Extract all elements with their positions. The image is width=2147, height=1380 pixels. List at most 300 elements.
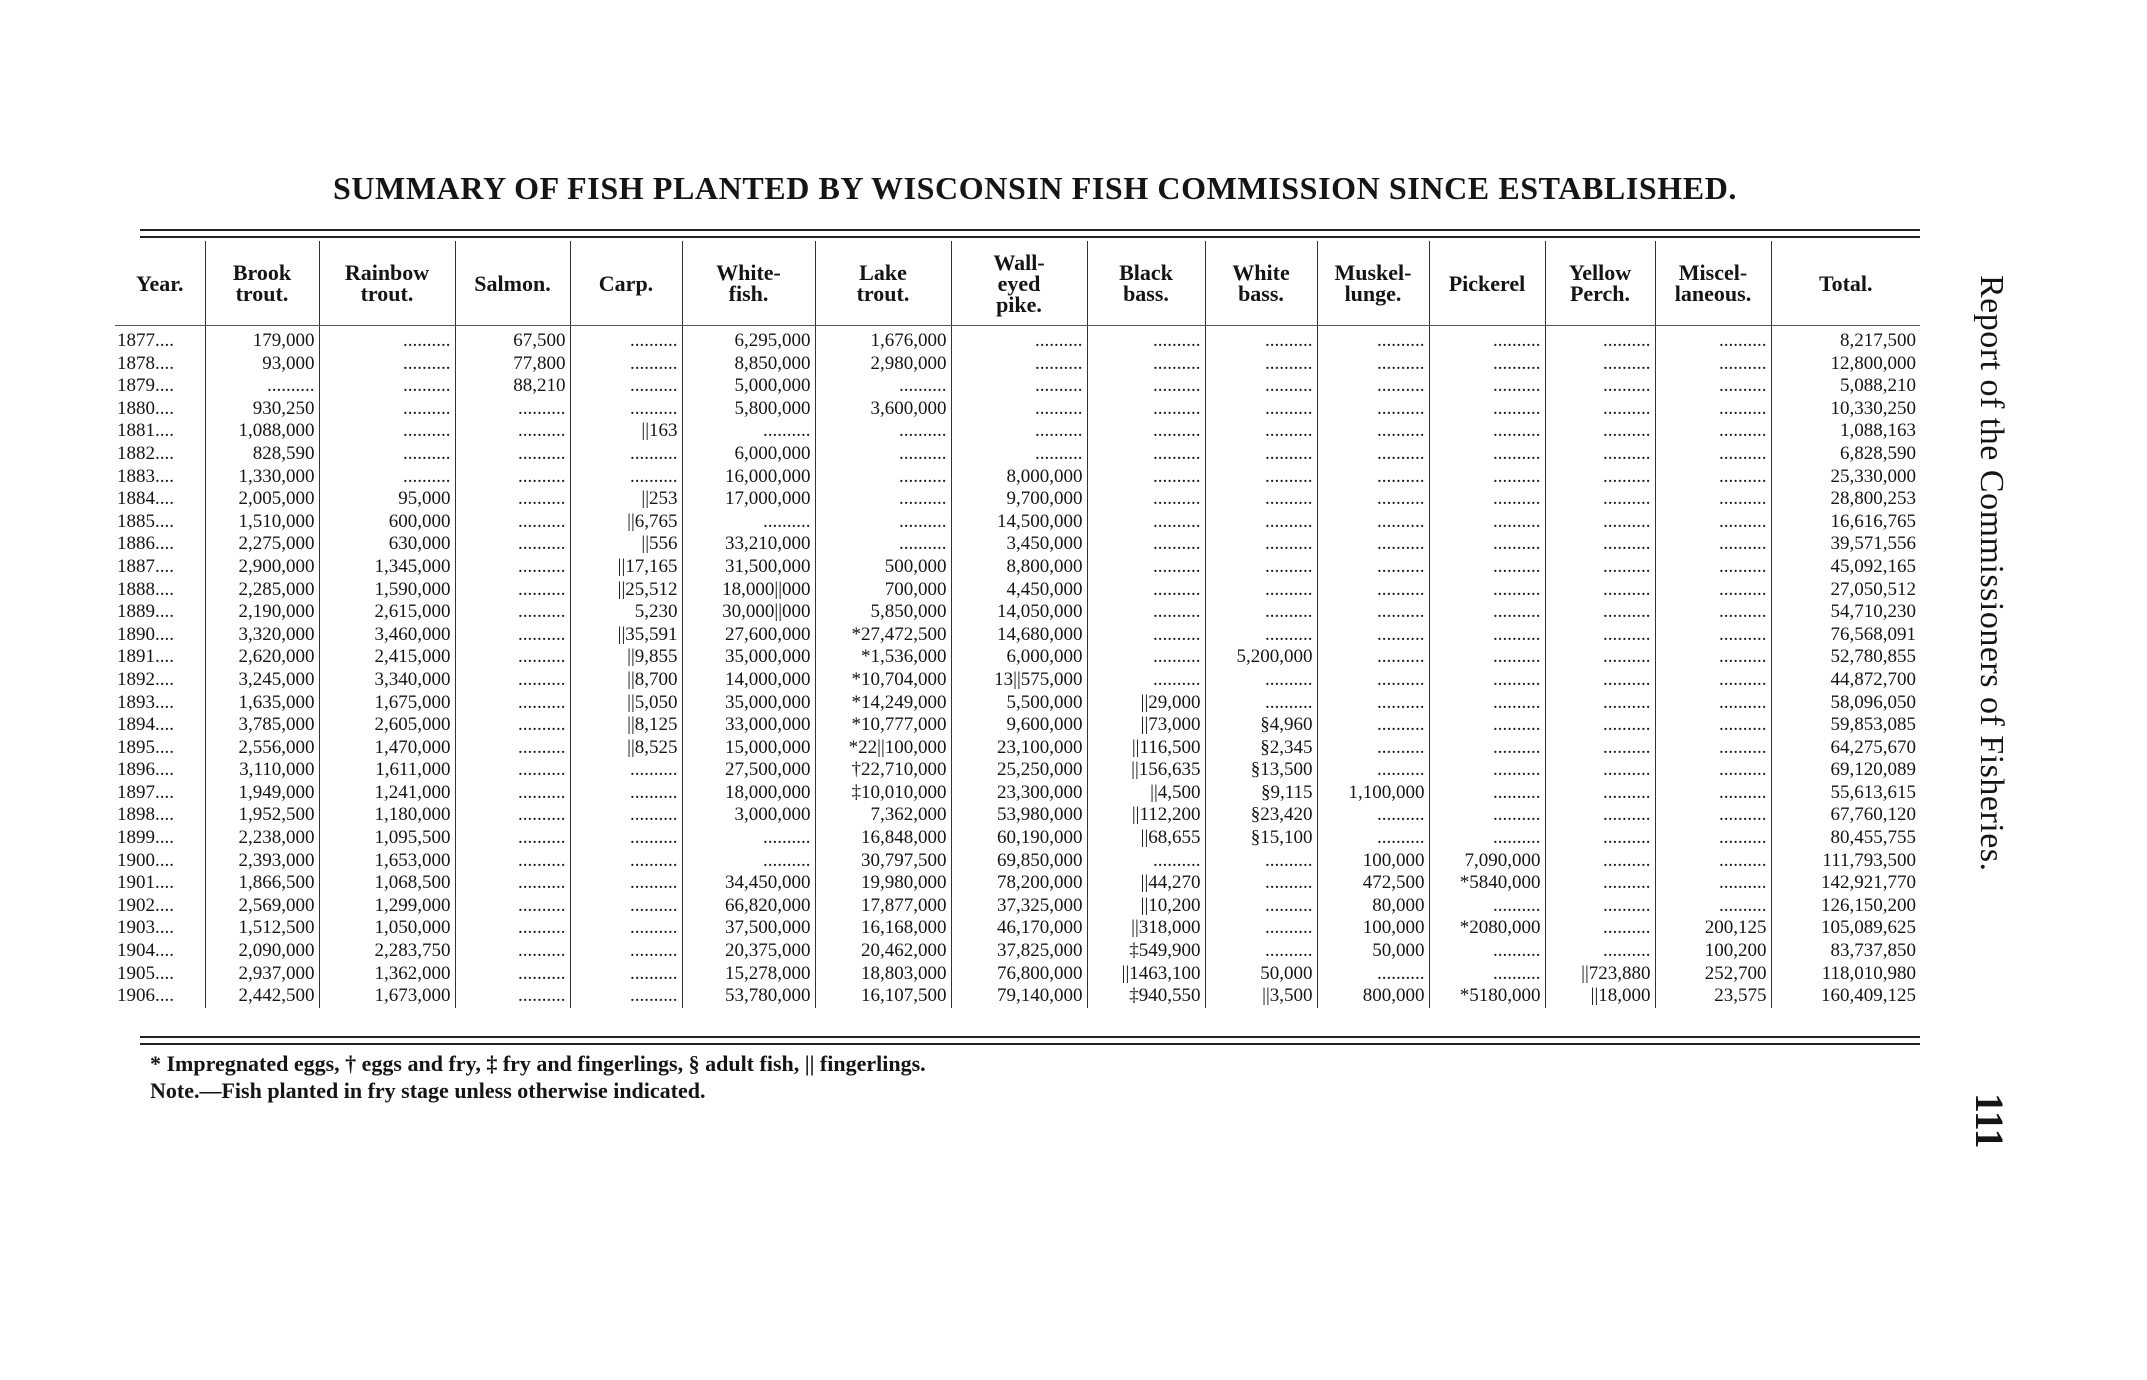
table-cell: 1,676,000 [815, 326, 951, 353]
table-cell: 5,230 [570, 601, 682, 624]
table-cell: .......... [1429, 940, 1545, 963]
table-cell: .......... [319, 375, 455, 398]
table-cell: .......... [682, 827, 815, 850]
table-cell: ||10,200 [1087, 895, 1205, 918]
table-cell: ||8,125 [570, 714, 682, 737]
table-cell: ‡10,010,000 [815, 782, 951, 805]
table-cell: .......... [1655, 601, 1771, 624]
column-header [319, 241, 455, 326]
table-cell: .......... [570, 443, 682, 466]
total-cell: 52,780,855 [1771, 646, 1920, 669]
table-cell: .......... [1545, 804, 1655, 827]
table-cell: 2,620,000 [205, 646, 319, 669]
table-cell: 500,000 [815, 556, 951, 579]
table-cell: .......... [319, 326, 455, 353]
table-cell: 14,500,000 [951, 511, 1087, 534]
table-cell: .......... [1429, 669, 1545, 692]
table-cell: .......... [455, 985, 570, 1008]
table-cell: 30,000||000 [682, 601, 815, 624]
table-cell: 23,575 [1655, 985, 1771, 1008]
column-header-line: Year. [136, 270, 184, 296]
table-row [115, 963, 1920, 986]
year-cell: 1896.... [117, 759, 174, 781]
table-cell: ||556 [570, 533, 682, 556]
total-cell: 105,089,625 [1771, 917, 1920, 940]
table-cell: .......... [1545, 940, 1655, 963]
table-cell: 1,241,000 [319, 782, 455, 805]
column-header-line: Rainbow [344, 260, 430, 285]
table-cell: .......... [205, 375, 319, 398]
table-cell: 14,000,000 [682, 669, 815, 692]
table-cell: 2,190,000 [205, 601, 319, 624]
table-cell: .......... [1087, 326, 1205, 353]
table-cell: 18,000,000 [682, 782, 815, 805]
column-header [570, 241, 682, 326]
table-cell: ||9,855 [570, 646, 682, 669]
column-header-line: bass. [1238, 281, 1284, 306]
table-cell: .......... [1317, 511, 1429, 534]
table-cell: .......... [1545, 556, 1655, 579]
total-cell: 1,088,163 [1771, 420, 1920, 443]
table-cell: 2,238,000 [205, 827, 319, 850]
column-header-line: Yellow [1568, 260, 1632, 285]
table-cell: .......... [1655, 714, 1771, 737]
table-cell: .......... [1429, 624, 1545, 647]
table-cell: .......... [1655, 669, 1771, 692]
table-cell: 1,675,000 [319, 692, 455, 715]
table-cell: .......... [455, 511, 570, 534]
table-cell: .......... [1087, 601, 1205, 624]
year-cell: 1890.... [117, 623, 174, 645]
table-cell: 1,470,000 [319, 737, 455, 760]
table-row [115, 850, 1920, 873]
column-header-line: laneous. [1674, 281, 1752, 306]
table-cell: .......... [1205, 488, 1317, 511]
table-cell: .......... [455, 420, 570, 443]
column-header-line: eyed [997, 270, 1041, 296]
table-cell: 33,210,000 [682, 533, 815, 556]
table-cell: .......... [1317, 624, 1429, 647]
table-cell: .......... [455, 872, 570, 895]
table-row [115, 326, 1920, 353]
table-cell: 2,275,000 [205, 533, 319, 556]
table-cell: .......... [455, 827, 570, 850]
table-cell: 3,110,000 [205, 759, 319, 782]
total-cell: 83,737,850 [1771, 940, 1920, 963]
table-cell: .......... [1545, 579, 1655, 602]
table-cell: 1,068,500 [319, 872, 455, 895]
column-header [1429, 241, 1545, 326]
table-cell: 16,000,000 [682, 466, 815, 489]
column-header-line: Muskel- [1334, 260, 1412, 285]
table-cell: 1,180,000 [319, 804, 455, 827]
year-cell: 1900.... [117, 849, 174, 871]
table-cell: 16,107,500 [815, 985, 951, 1008]
table-cell: 50,000 [1317, 940, 1429, 963]
table-cell: .......... [1317, 326, 1429, 353]
table-cell: 1,330,000 [205, 466, 319, 489]
table-cell: .......... [1429, 466, 1545, 489]
column-header-line: Perch. [1569, 281, 1631, 306]
total-cell: 160,409,125 [1771, 985, 1920, 1008]
table-cell: .......... [455, 579, 570, 602]
table-cell: .......... [1205, 326, 1317, 353]
table-cell: .......... [455, 466, 570, 489]
table-row [115, 466, 1920, 489]
table-cell: .......... [1545, 624, 1655, 647]
table-cell: 252,700 [1655, 963, 1771, 986]
table-cell: 23,100,000 [951, 737, 1087, 760]
table-cell: 100,200 [1655, 940, 1771, 963]
table-row [115, 714, 1920, 737]
table-cell: 77,800 [455, 353, 570, 376]
table-cell: 2,283,750 [319, 940, 455, 963]
table-cell: 3,245,000 [205, 669, 319, 692]
table-cell: .......... [1655, 375, 1771, 398]
total-cell: 126,150,200 [1771, 895, 1920, 918]
table-cell: .......... [1317, 737, 1429, 760]
table-cell: 79,140,000 [951, 985, 1087, 1008]
table-cell: .......... [1545, 533, 1655, 556]
total-cell: 54,710,230 [1771, 601, 1920, 624]
table-cell: .......... [1317, 533, 1429, 556]
year-cell: 1882.... [117, 442, 174, 464]
table-cell: .......... [1429, 511, 1545, 534]
table-cell: 25,250,000 [951, 759, 1087, 782]
table-cell: .......... [1429, 827, 1545, 850]
table-cell: .......... [815, 443, 951, 466]
table-cell: .......... [1205, 443, 1317, 466]
table-cell: .......... [1087, 466, 1205, 489]
table-cell: .......... [1545, 782, 1655, 805]
table-cell: ||253 [570, 488, 682, 511]
table-cell: .......... [455, 737, 570, 760]
table-cell: 78,200,000 [951, 872, 1087, 895]
table-cell: .......... [1429, 895, 1545, 918]
table-cell: .......... [455, 669, 570, 692]
table-cell: .......... [1087, 669, 1205, 692]
table-cell: .......... [951, 375, 1087, 398]
table-cell: ||18,000 [1545, 985, 1655, 1008]
table-cell: 1,611,000 [319, 759, 455, 782]
table-cell: .......... [1317, 556, 1429, 579]
table-cell: 5,200,000 [1205, 646, 1317, 669]
table-cell: .......... [1317, 759, 1429, 782]
year-cell: 1880.... [117, 397, 174, 419]
table-cell: ||163 [570, 420, 682, 443]
table-cell: *5180,000 [1429, 985, 1545, 1008]
table-cell: .......... [455, 692, 570, 715]
table-cell: .......... [570, 850, 682, 873]
column-header-line: Black [1119, 260, 1173, 285]
table-cell: .......... [1429, 782, 1545, 805]
table-cell: .......... [1655, 533, 1771, 556]
table-cell: .......... [1087, 850, 1205, 873]
table-cell: 17,000,000 [682, 488, 815, 511]
table-cell: .......... [1205, 398, 1317, 421]
table-cell: .......... [1655, 692, 1771, 715]
table-cell: 7,090,000 [1429, 850, 1545, 873]
table-cell: 1,866,500 [205, 872, 319, 895]
table-cell: .......... [1429, 646, 1545, 669]
table-row [115, 646, 1920, 669]
table-cell: .......... [455, 714, 570, 737]
table-cell: 1,952,500 [205, 804, 319, 827]
table-cell: .......... [1545, 850, 1655, 873]
year-cell: 1886.... [117, 533, 174, 555]
table-cell: .......... [1205, 353, 1317, 376]
table-cell: 930,250 [205, 398, 319, 421]
table-cell: 37,825,000 [951, 940, 1087, 963]
column-header-line: trout. [235, 281, 289, 306]
year-cell: 1905.... [117, 962, 174, 984]
table-row [115, 375, 1920, 398]
table-cell: 2,285,000 [205, 579, 319, 602]
table-row [115, 624, 1920, 647]
year-cell: 1901.... [117, 872, 174, 894]
table-cell: ||156,635 [1087, 759, 1205, 782]
table-cell: .......... [570, 375, 682, 398]
year-cell: 1895.... [117, 736, 174, 758]
table-cell: 27,500,000 [682, 759, 815, 782]
table-cell: 2,900,000 [205, 556, 319, 579]
table-cell: .......... [682, 511, 815, 534]
table-cell: .......... [1205, 511, 1317, 534]
table-cell: .......... [1317, 398, 1429, 421]
table-cell: 33,000,000 [682, 714, 815, 737]
table-row [115, 488, 1920, 511]
table-cell: .......... [1205, 420, 1317, 443]
column-header-line: pike. [996, 291, 1042, 317]
table-cell: .......... [1545, 872, 1655, 895]
table-cell: .......... [1317, 420, 1429, 443]
year-cell: 1879.... [117, 375, 174, 397]
table-cell: 8,800,000 [951, 556, 1087, 579]
column-header-line: Total. [1818, 270, 1873, 296]
table-cell: .......... [1087, 533, 1205, 556]
table-cell: §9,115 [1205, 782, 1317, 805]
table-cell: .......... [1545, 488, 1655, 511]
table-cell: 8,000,000 [951, 466, 1087, 489]
table-body [115, 326, 1920, 1008]
table-cell: 1,088,000 [205, 420, 319, 443]
table-cell: 3,000,000 [682, 804, 815, 827]
table-row [115, 420, 1920, 443]
table-cell: 95,000 [319, 488, 455, 511]
table-cell: .......... [1429, 737, 1545, 760]
table-cell: 1,050,000 [319, 917, 455, 940]
table-cell: .......... [1087, 556, 1205, 579]
table-row [115, 692, 1920, 715]
table-cell: 100,000 [1317, 917, 1429, 940]
table-cell: .......... [1087, 646, 1205, 669]
table-cell: .......... [1545, 375, 1655, 398]
table-cell: ||8,700 [570, 669, 682, 692]
fish-planted-summary-table [115, 241, 1920, 1008]
table-cell: .......... [1429, 533, 1545, 556]
table-cell: 3,785,000 [205, 714, 319, 737]
table-cell: .......... [1205, 669, 1317, 692]
table-cell: 34,450,000 [682, 872, 815, 895]
table-row [115, 782, 1920, 805]
table-cell: 17,877,000 [815, 895, 951, 918]
table-cell: .......... [1655, 872, 1771, 895]
table-cell: ||1463,100 [1087, 963, 1205, 986]
table-cell: .......... [1545, 398, 1655, 421]
table-cell: .......... [1429, 488, 1545, 511]
table-cell: .......... [1545, 466, 1655, 489]
table-cell: 3,340,000 [319, 669, 455, 692]
table-row [115, 940, 1920, 963]
table-cell: .......... [570, 985, 682, 1008]
table-cell: .......... [319, 398, 455, 421]
table-cell: ||25,512 [570, 579, 682, 602]
table-cell: 6,295,000 [682, 326, 815, 353]
table-cell: 9,700,000 [951, 488, 1087, 511]
table-cell: ||29,000 [1087, 692, 1205, 715]
table-cell: *10,704,000 [815, 669, 951, 692]
table-cell: 1,512,500 [205, 917, 319, 940]
table-cell: .......... [455, 940, 570, 963]
total-cell: 69,120,089 [1771, 759, 1920, 782]
table-cell: 5,850,000 [815, 601, 951, 624]
total-cell: 45,092,165 [1771, 556, 1920, 579]
table-cell: 1,635,000 [205, 692, 319, 715]
table-cell: .......... [319, 420, 455, 443]
column-header [1205, 241, 1317, 326]
table-cell: .......... [1655, 624, 1771, 647]
table-cell: .......... [1655, 420, 1771, 443]
year-cell: 1892.... [117, 668, 174, 690]
table-cell: ‡940,550 [1087, 985, 1205, 1008]
table-cell: 69,850,000 [951, 850, 1087, 873]
table-cell: .......... [1429, 579, 1545, 602]
table-cell: .......... [1087, 420, 1205, 443]
table-cell: ||723,880 [1545, 963, 1655, 986]
table-row [115, 895, 1920, 918]
table-cell: .......... [455, 398, 570, 421]
table-cell: .......... [319, 443, 455, 466]
table-cell: .......... [1545, 827, 1655, 850]
table-cell: .......... [1545, 511, 1655, 534]
table-row [115, 579, 1920, 602]
table-cell: .......... [319, 466, 455, 489]
table-cell: 2,980,000 [815, 353, 951, 376]
table-cell: .......... [1317, 714, 1429, 737]
table-cell: .......... [1655, 804, 1771, 827]
column-header-line: Salmon. [474, 270, 551, 296]
table-cell: 100,000 [1317, 850, 1429, 873]
table-cell: .......... [1655, 646, 1771, 669]
table-row [115, 533, 1920, 556]
table-cell: .......... [951, 398, 1087, 421]
table-cell: .......... [1655, 443, 1771, 466]
table-cell: .......... [1205, 940, 1317, 963]
table-cell: .......... [815, 511, 951, 534]
table-cell: 15,000,000 [682, 737, 815, 760]
table-cell: ||3,500 [1205, 985, 1317, 1008]
table-cell: 5,000,000 [682, 375, 815, 398]
table-cell: .......... [1317, 375, 1429, 398]
table-cell: .......... [1655, 398, 1771, 421]
table-cell: .......... [570, 759, 682, 782]
column-header-line: White [1232, 260, 1290, 285]
table-cell: ||318,000 [1087, 917, 1205, 940]
table-cell: .......... [570, 872, 682, 895]
table-cell: *10,777,000 [815, 714, 951, 737]
table-cell: ||17,165 [570, 556, 682, 579]
table-cell: ||112,200 [1087, 804, 1205, 827]
total-cell: 64,275,670 [1771, 737, 1920, 760]
table-cell: 16,848,000 [815, 827, 951, 850]
table-row [115, 353, 1920, 376]
table-row [115, 917, 1920, 940]
table-cell: 1,653,000 [319, 850, 455, 873]
table-cell: 20,375,000 [682, 940, 815, 963]
table-cell: 27,600,000 [682, 624, 815, 647]
table-cell: 1,095,500 [319, 827, 455, 850]
column-header [1545, 241, 1655, 326]
table-cell: .......... [1545, 917, 1655, 940]
table-cell: .......... [1655, 511, 1771, 534]
table-header-row [115, 241, 1920, 326]
table-cell: .......... [1205, 533, 1317, 556]
table-cell: 630,000 [319, 533, 455, 556]
table-row [115, 511, 1920, 534]
table-cell: ||68,655 [1087, 827, 1205, 850]
table-cell: .......... [1317, 646, 1429, 669]
table-cell: .......... [1429, 556, 1545, 579]
table-cell: §15,100 [1205, 827, 1317, 850]
column-header-line: trout. [856, 281, 910, 306]
table-cell: .......... [1205, 466, 1317, 489]
total-cell: 142,921,770 [1771, 872, 1920, 895]
table-cell: .......... [455, 917, 570, 940]
table-cell: 9,600,000 [951, 714, 1087, 737]
column-header [815, 241, 951, 326]
year-cell: 1889.... [117, 601, 174, 623]
table-row [115, 827, 1920, 850]
table-cell: ||116,500 [1087, 737, 1205, 760]
table-cell: 20,462,000 [815, 940, 951, 963]
table-cell: 1,362,000 [319, 963, 455, 986]
table-cell: .......... [1087, 488, 1205, 511]
table-cell: .......... [1205, 872, 1317, 895]
column-header [1771, 241, 1920, 326]
table-cell: 16,168,000 [815, 917, 951, 940]
table-cell: 828,590 [205, 443, 319, 466]
table-cell: 1,590,000 [319, 579, 455, 602]
year-cell: 1898.... [117, 804, 174, 826]
table-cell: .......... [1429, 601, 1545, 624]
table-cell: 31,500,000 [682, 556, 815, 579]
column-header-line: trout. [360, 281, 414, 306]
table-cell: 5,800,000 [682, 398, 815, 421]
table-cell: 1,673,000 [319, 985, 455, 1008]
year-cell: 1881.... [117, 420, 174, 442]
table-cell: .......... [1205, 375, 1317, 398]
table-cell: 600,000 [319, 511, 455, 534]
footnote-note: Note.—Fish planted in fry stage unless otherwise indicated. [150, 1078, 706, 1103]
table-cell: .......... [1205, 579, 1317, 602]
table-cell: 76,800,000 [951, 963, 1087, 986]
footnotes [150, 1050, 926, 1104]
table-cell: 5,500,000 [951, 692, 1087, 715]
table-cell: 19,980,000 [815, 872, 951, 895]
table-cell: 2,556,000 [205, 737, 319, 760]
year-cell: 1884.... [117, 488, 174, 510]
table-cell: .......... [815, 420, 951, 443]
